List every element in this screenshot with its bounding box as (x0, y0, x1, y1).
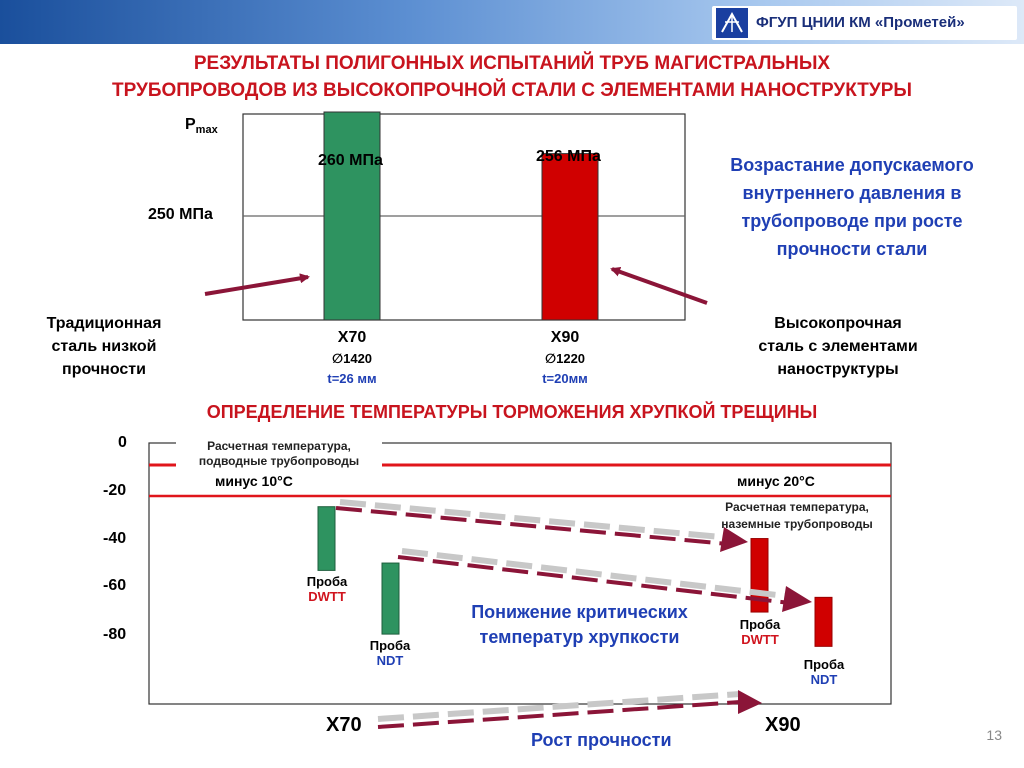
right-arrow (612, 269, 707, 303)
page-title-line2: ТРУБОПРОВОДОВ ИЗ ВЫСОКОПРОЧНОЙ СТАЛИ С ЭЛЕМЕНТАМИ НАНОСТРУКТУРЫ (111, 80, 913, 101)
underwater-caption: Расчетная температура, подводные трубопроводы (198, 439, 360, 468)
left-arrow (205, 277, 308, 294)
page-title-line1: РЕЗУЛЬТАТЫ ПОЛИГОННЫХ ИСПЫТАНИЙ ТРУБ МАГИСТРАЛЬНЫХ (193, 53, 831, 74)
pressure-chart-frame (243, 114, 685, 320)
x70-category-label: X70 (337, 329, 367, 346)
temp-bar-x90-ndt (815, 597, 832, 646)
pressure-increase-note: Возрастание допускаемого внутреннего давления в трубопроводе при росте прочности стали (730, 155, 974, 259)
x70-thickness: t=26 мм (327, 371, 377, 386)
ytick-minus20: -20 (103, 482, 127, 499)
left-note: Традиционная сталь низкой прочности (46, 315, 162, 378)
ytick-minus80: -80 (103, 626, 127, 643)
bottom-x90-label: X90 (765, 714, 801, 736)
x70-diameter: ∅1420 (331, 351, 373, 366)
x90-dwtt-label: Проба DWTT (739, 617, 781, 647)
pmax-label: $P_{max}$ (185, 116, 218, 137)
onshore-caption: Расчетная температура, наземные трубопроводы (721, 500, 873, 531)
temp-bar-x70-dwtt (318, 507, 335, 571)
temp-bar-x70-ndt (382, 563, 399, 634)
ytick-minus60: -60 (103, 577, 127, 594)
strength-growth-arrow (378, 690, 762, 727)
x90-ndt-label: Проба NDT (803, 657, 845, 687)
growth-note: Рост прочности (531, 730, 672, 750)
bottom-x70-label: X70 (326, 714, 362, 736)
ytick-minus40: -40 (103, 530, 127, 547)
dwtt-trend-arrow (336, 502, 748, 552)
x90-value-label: 256 МПа (536, 148, 601, 165)
decrease-note: Понижение критических температур хрупкости (471, 602, 688, 647)
ref-line-label: 250 МПа (148, 206, 213, 223)
right-note: Высокопрочная сталь с элементами наноструктуры (758, 315, 918, 378)
x70-dwtt-label: Проба DWTT (306, 574, 348, 604)
minus20-label: минус 20°С (737, 473, 815, 489)
x90-diameter: ∅1220 (544, 351, 586, 366)
x90-thickness: t=20мм (542, 371, 588, 386)
x70-ndt-label: Проба NDT (369, 638, 411, 668)
ytick-0: 0 (118, 434, 127, 451)
pressure-bar-x70 (324, 112, 380, 320)
x90-category-label: X90 (550, 329, 580, 346)
page-number: 13 (986, 727, 1002, 743)
x70-value-label: 260 МПа (318, 152, 383, 169)
minus10-label: минус 10°С (215, 473, 293, 489)
section-title: ОПРЕДЕЛЕНИЕ ТЕМПЕРАТУРЫ ТОРМОЖЕНИЯ ХРУПКОЙ ТРЕЩИНЫ (206, 402, 818, 422)
org-name: ФГУП ЦНИИ КМ «Прометей» (756, 14, 965, 31)
pressure-bar-x90 (542, 154, 598, 320)
